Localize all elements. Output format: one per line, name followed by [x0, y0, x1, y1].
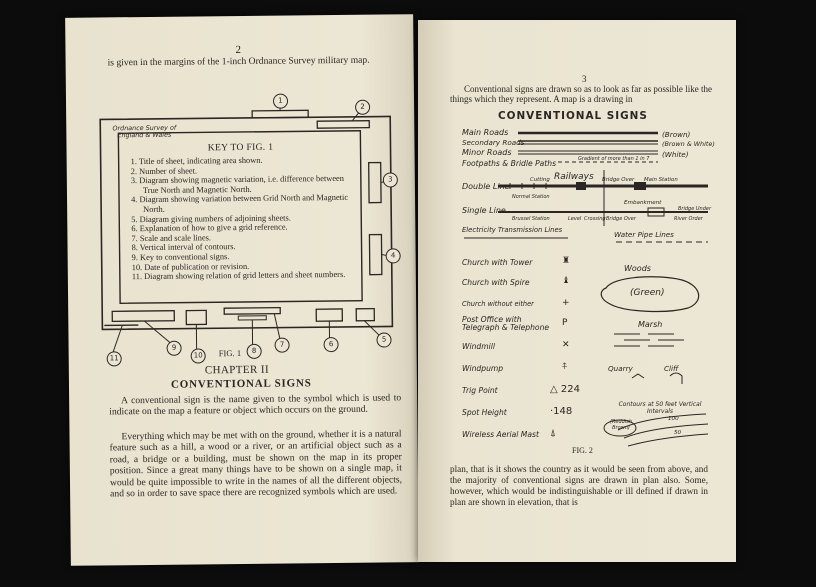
fig-2-caption: FIG. 2	[572, 446, 593, 455]
callout-10: 10	[191, 348, 206, 363]
chapter-title: CONVENTIONAL SIGNS	[170, 377, 312, 391]
key-item: 11. Diagram showing relation of grid letters and sheet numbers.	[131, 270, 346, 282]
symbol-label: Post Office with Telegraph & Telephone	[462, 315, 550, 332]
normal-station-label: Normal Station	[512, 194, 550, 200]
double-line-label: Double Line	[462, 182, 510, 191]
key-item: 9. Key to conventional signs.	[131, 252, 230, 263]
chapter-number: CHAPTER II	[204, 363, 270, 377]
bottom-text: plan, that is it shows the country as it would be seen from above, and the majority of conventional signs are drawn in plan also. Some, however, which would be indistinguishable or ill defined if drawn in plan are shown in elevation, that is	[450, 464, 708, 507]
callout-6: 6	[323, 337, 338, 352]
paragraph-2: Everything which may be met with on the ground, whether it is a natural feature such as a hill, a wood or a river, or an artificial object such as a road, a bridge or a building, must be shown on the map in its proper position. Since a great many things have to be shown on a single map, it would be quite impossible to write in the names of all the different objects, and so in order to save space there are recognized symbols which are used.	[109, 428, 403, 500]
fig-1-caption: FIG. 1	[218, 348, 242, 359]
page-number: 3	[582, 74, 587, 84]
symbol-glyph-icon: ♝	[562, 276, 571, 286]
right-page	[418, 20, 736, 562]
symbol-label: Church with Spire	[462, 278, 530, 287]
left-page	[65, 14, 419, 566]
embankment-label: Embankment	[624, 200, 662, 206]
intro-text: is given in the margins of the 1-inch Ordnance Survey military map.	[107, 54, 370, 69]
woods-label: Woods	[624, 264, 651, 273]
reddish-brown-label: (Reddish Brown)	[609, 419, 632, 431]
callout-7: 7	[275, 338, 290, 353]
river-order-label: River Order	[674, 216, 703, 222]
symbol-label: Spot Height	[462, 408, 507, 417]
quarry-label: Quarry	[608, 364, 633, 373]
contour-value-100: 100	[668, 416, 679, 422]
railways-title: Railways	[554, 172, 594, 182]
electricity-label: Electricity Transmission Lines	[462, 226, 563, 234]
symbol-label: Windpump	[462, 364, 504, 373]
brown-label: (Brown)	[662, 130, 691, 139]
symbol-glyph-icon: P	[562, 318, 568, 328]
cliff-label: Cliff	[664, 364, 679, 373]
page-number: 2	[235, 43, 242, 57]
symbol-glyph-icon: ✕	[562, 340, 570, 350]
cutting-label: Cutting	[530, 177, 550, 183]
callout-3: 3	[383, 172, 398, 187]
key-to-fig-1	[130, 141, 351, 282]
gradient-label: Gradient of more than 1 in 7	[578, 156, 650, 162]
symbol-glyph-icon: ⍏	[562, 362, 568, 372]
secondary-roads-label: Secondary Roads	[462, 138, 525, 147]
key-item: 3. Diagram showing magnetic variation, i.e. difference between True North and Magnetic North.	[130, 174, 344, 195]
white-label: (White)	[662, 150, 689, 159]
footpaths-label: Footpaths & Bridle Paths	[462, 159, 557, 168]
minor-roads-label: Minor Roads	[462, 148, 512, 157]
symbol-label: Trig Point	[462, 386, 498, 395]
symbol-label: Church without either	[462, 300, 534, 308]
figure-1	[92, 96, 411, 369]
symbol-glyph-icon: +	[562, 298, 570, 308]
marsh-label: Marsh	[638, 320, 663, 329]
key-item: 10. Date of publication or revision.	[131, 261, 250, 272]
fig-2-title: CONVENTIONAL SIGNS	[498, 110, 648, 122]
callout-2: 2	[355, 100, 370, 115]
symbol-glyph-icon: △ 224	[550, 384, 580, 395]
paragraph-1: A conventional sign is the name given to the symbol which is used to indicate on the map a feature or object which occurs on the ground.	[109, 392, 402, 418]
key-item: 6. Explanation of how to give a grid reference.	[131, 222, 288, 234]
callout-4: 4	[386, 248, 401, 263]
symbol-label: Wireless Aerial Mast	[462, 430, 539, 439]
map-corner-label: Ordnance Survey of England & Wales	[112, 123, 177, 140]
key-item: 1. Title of sheet, indicating area shown.	[130, 155, 263, 167]
symbol-glyph-icon: ·148	[550, 406, 573, 417]
symbol-label: Church with Tower	[462, 258, 533, 267]
main-station-label: Main Station	[644, 177, 678, 183]
level-label: Level	[568, 216, 582, 222]
callout-11: 11	[107, 351, 122, 366]
crossing-label: Crossing	[584, 216, 606, 222]
key-item: 8. Vertical interval of contours.	[131, 242, 236, 253]
brussel-station-label: Brussel Station	[512, 216, 550, 222]
key-list	[131, 155, 352, 282]
key-title: KEY TO FIG. 1	[207, 141, 274, 154]
key-item: 4. Diagram showing variation between Grid North and Magnetic North.	[131, 193, 349, 214]
key-item: 5. Diagram giving numbers of adjoining sheets.	[131, 213, 291, 224]
single-line-label: Single Line	[462, 206, 506, 215]
main-roads-label: Main Roads	[462, 128, 509, 137]
key-item: 7. Scale and scale lines.	[131, 233, 212, 243]
bridge-culvert-label: Bridge Over	[606, 216, 636, 222]
contours-label: Contours at 50 feet Vertical Intervals	[618, 401, 702, 415]
bridge-over-label: Bridge Over	[602, 177, 635, 183]
callout-5: 5	[376, 332, 391, 347]
top-text: Conventional signs are drawn so as to look as far as possible like the things which they represent. A map is a drawing in	[450, 84, 712, 104]
callout-1: 1	[273, 94, 288, 109]
key-item: 2. Number of sheet.	[130, 166, 198, 176]
brown-white-label: (Brown & White)	[662, 140, 715, 148]
contour-value-50: 50	[674, 430, 682, 436]
symbol-label: Windmill	[462, 342, 495, 351]
bridge-under-label: Bridge Under	[678, 206, 712, 212]
callout-8: 8	[247, 344, 262, 359]
water-label: Water Pipe Lines	[614, 230, 674, 239]
symbol-glyph-icon: ♜	[562, 256, 571, 266]
green-label: (Green)	[630, 288, 665, 298]
symbol-glyph-icon: ⍋	[550, 428, 556, 439]
callout-9: 9	[167, 341, 182, 356]
